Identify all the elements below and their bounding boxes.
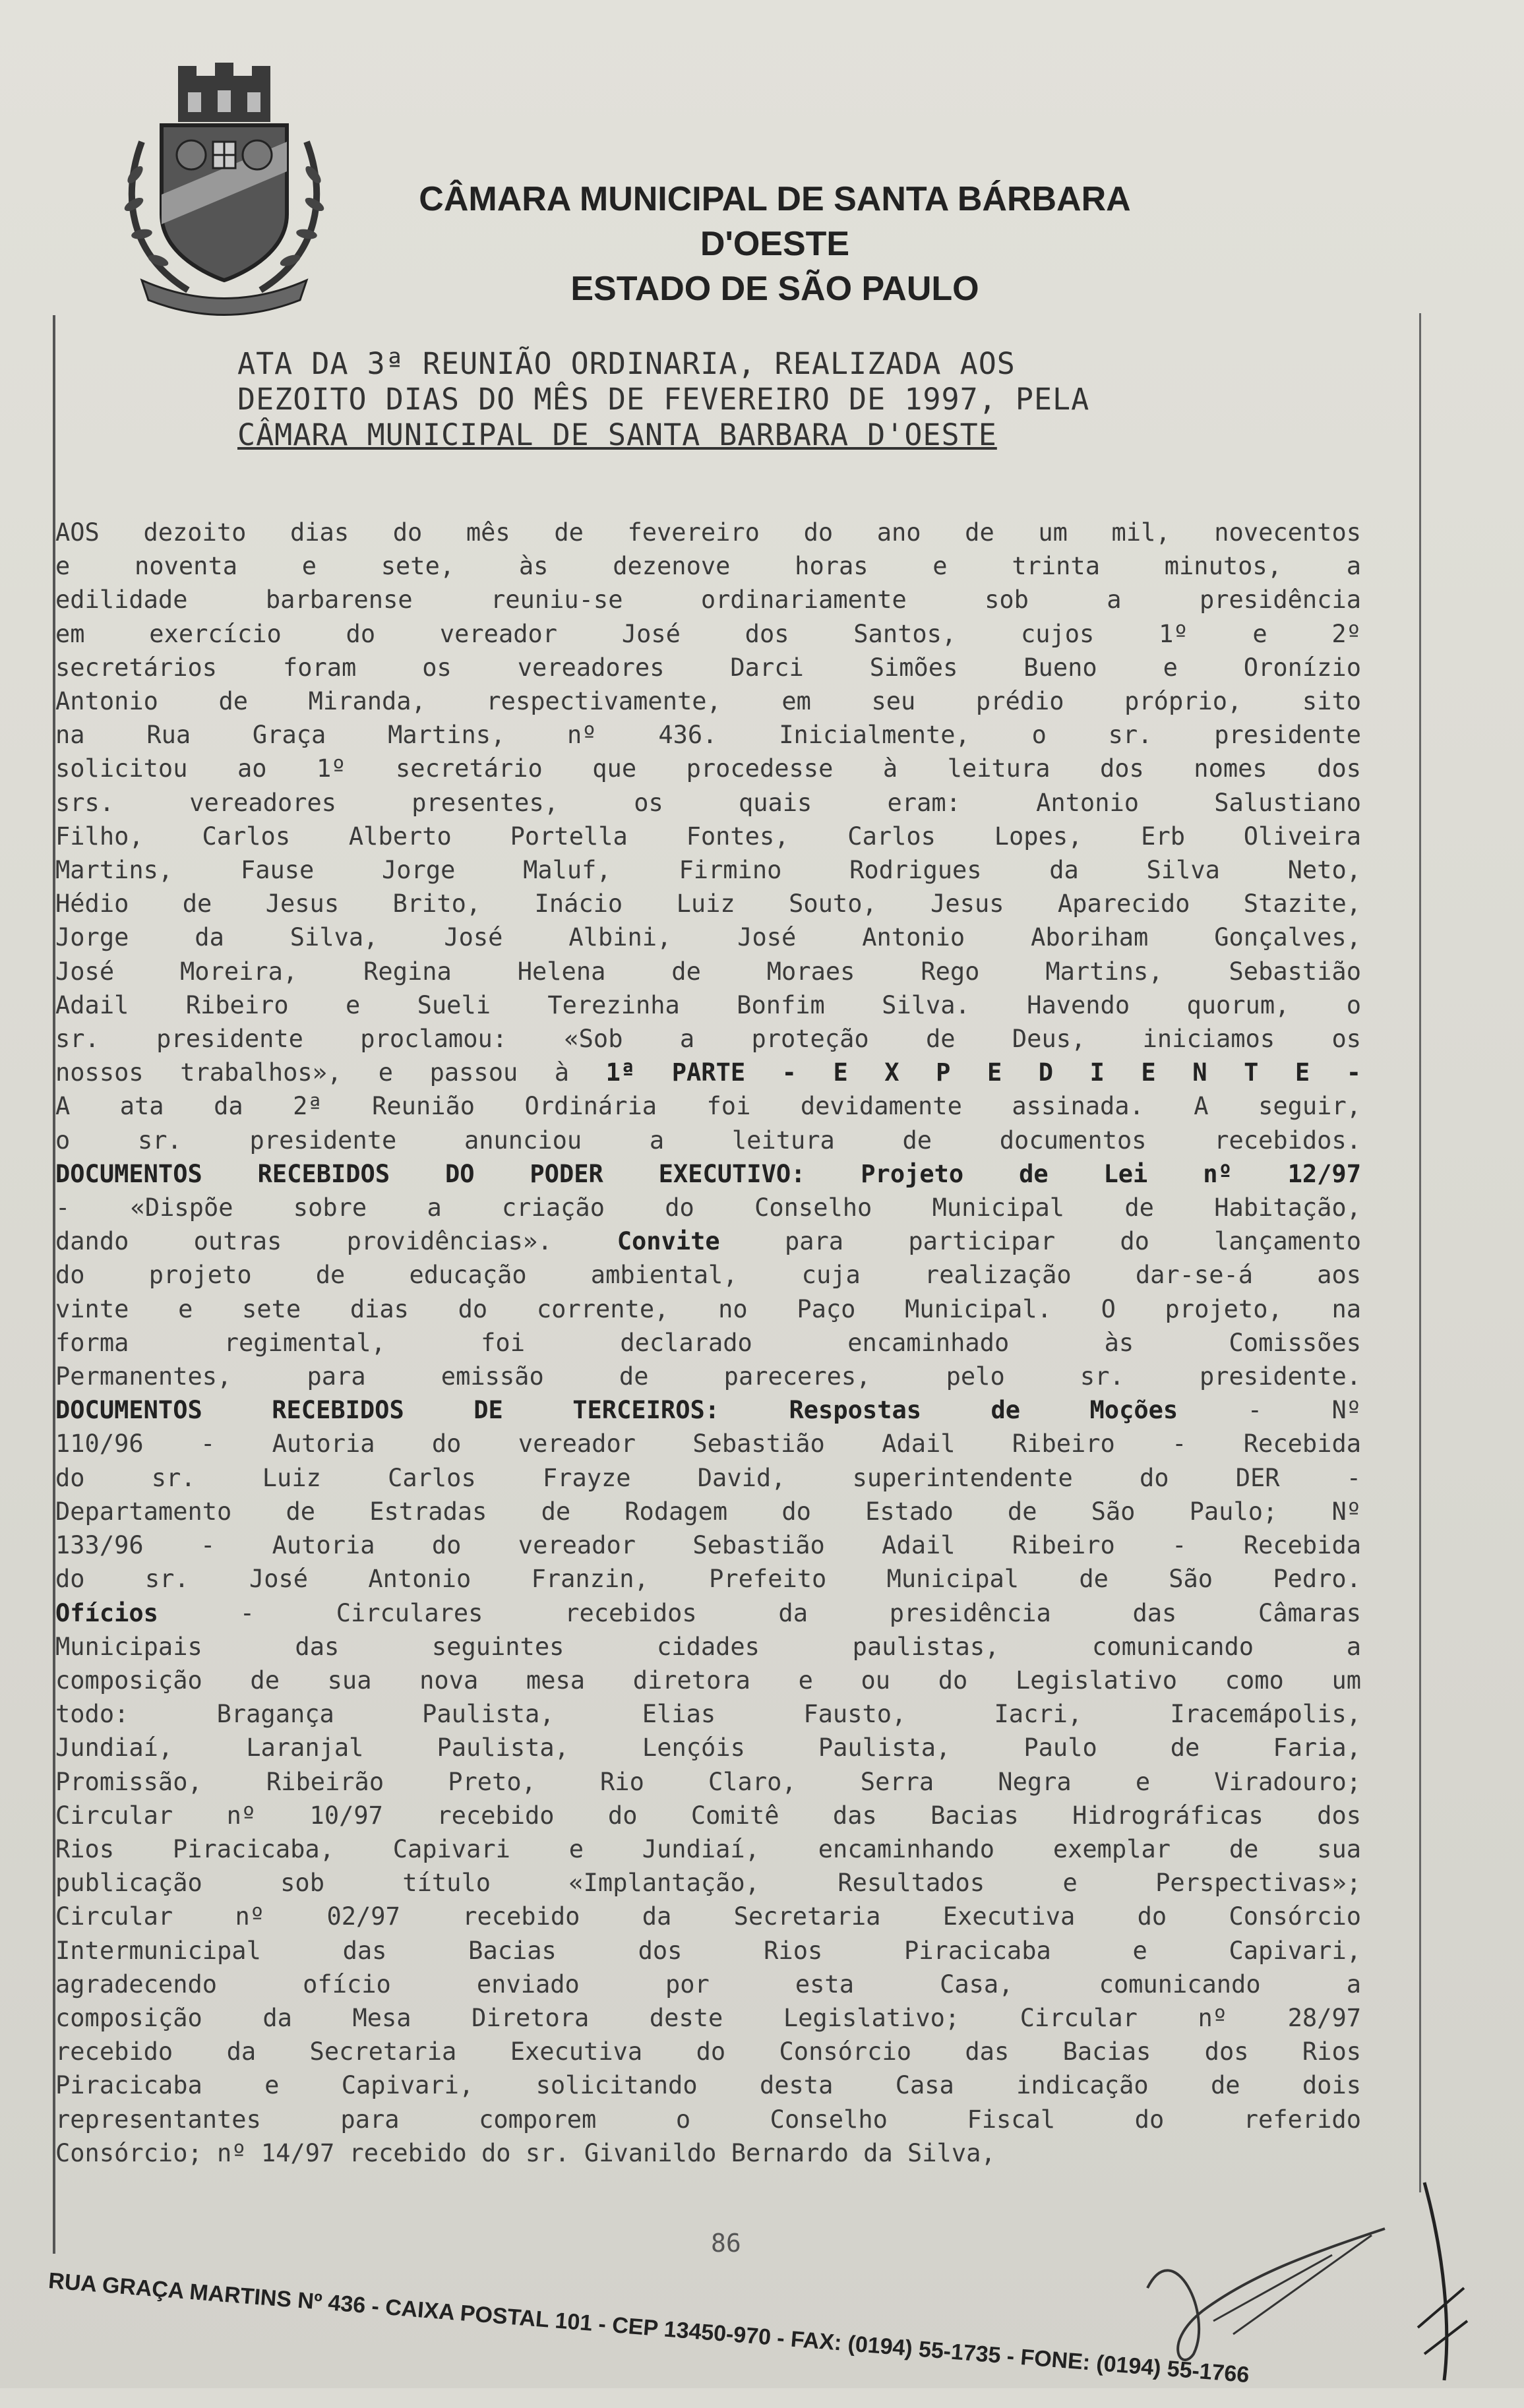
body-line: secretários foram os vereadores Darci Simões Bueno e Oronízio (55, 653, 1361, 682)
body-line (55, 1056, 1361, 1089)
body-line: Permanentes, para emissão de pareceres, pelo sr. presidente. (55, 1362, 1361, 1391)
chamber-name: CÂMARA MUNICIPAL DE SANTA BÁRBARA D'OESTE (419, 180, 1131, 263)
body-line (55, 1157, 1361, 1191)
body-line: Departamento de Estradas de Rodagem do Estado de São Paulo; Nº (55, 1497, 1361, 1526)
oficios-label: Ofícios (55, 1598, 158, 1627)
body-line: composição da Mesa Diretora deste Legislativo; Circular nº 28/97 (55, 2003, 1361, 2032)
body-line: forma regimental, foi declarado encaminhado às Comissões (55, 1328, 1361, 1357)
title-line-3: CÂMARA MUNICIPAL DE SANTA BARBARA D'OESTE (237, 417, 997, 452)
body-line: AOS dezoito dias do mês de fevereiro do ano de um mil, novecentos (55, 518, 1361, 547)
body-line: 133/96 - Autoria do vereador Sebastião Adail Ribeiro - Recebida (55, 1531, 1361, 1560)
body-line: Martins, Fause Jorge Maluf, Firmino Rodrigues da Silva Neto, (55, 856, 1361, 885)
body-line: Hédio de Jesus Brito, Inácio Luiz Souto, Jesus Aparecido Stazite, (55, 889, 1361, 918)
body-line: Filho, Carlos Alberto Portella Fontes, Carlos Lopes, Erb Oliveira (55, 822, 1361, 851)
body-line: Jundiaí, Laranjal Paulista, Lençóis Paulista, Paulo de Faria, (55, 1733, 1361, 1762)
body-line: José Moreira, Regina Helena de Moraes Rego Martins, Sebastião (55, 957, 1361, 986)
body-line: Rios Piracicaba, Capivari e Jundiaí, encaminhando exemplar de sua (55, 1834, 1361, 1863)
body-line: vinte e sete dias do corrente, no Paço Municipal. O projeto, na (55, 1294, 1361, 1323)
handwritten-signature-icon (1134, 2156, 1477, 2388)
body-line: Circular nº 02/97 recebido da Secretaria Executiva do Consórcio (55, 1902, 1361, 1931)
title-line-1: ATA DA 3ª REUNIÃO ORDINARIA, REALIZADA AOS (237, 346, 1016, 381)
body-line: representantes para comporem o Conselho Fiscal do referido (55, 2105, 1361, 2134)
body-line: composição de sua nova mesa diretora e ou do Legislativo como um (55, 1666, 1361, 1695)
body-line (55, 1596, 1361, 1630)
executive-docs-heading: DOCUMENTOS RECEBIDOS DO PODER EXECUTIVO: (55, 1159, 806, 1188)
letterhead (369, 177, 1180, 311)
right-margin-rule (1419, 313, 1421, 2192)
minutes-body (55, 516, 1361, 2170)
body-line: e noventa e sete, às dezenove horas e trinta minutos, a (55, 552, 1361, 581)
state-name: ESTADO DE SÃO PAULO (570, 270, 979, 308)
body-line: todo: Bragança Paulista, Elias Fausto, Iacri, Iracemápolis, (55, 1700, 1361, 1729)
body-line: Municipais das seguintes cidades paulistas, comunicando a (55, 1632, 1361, 1661)
body-line: em exercício do vereador José dos Santos, cujos 1º e 2º (55, 619, 1361, 648)
body-line: Antonio de Miranda, respectivamente, em seu prédio próprio, sito (55, 687, 1361, 716)
body-line: do projeto de educação ambiental, cuja realização dar-se-á aos (55, 1261, 1361, 1290)
title-line-2: DEZOITO DIAS DO MÊS DE FEVEREIRO DE 1997, PELA (237, 382, 1090, 417)
body-line-text: para participar do lançamento (784, 1227, 1361, 1256)
body-line: recebido da Secretaria Executiva do Consórcio das Bacias dos Rios (55, 2037, 1361, 2066)
bill-reference: Projeto de Lei nº 12/97 (861, 1159, 1361, 1188)
body-line: edilidade barbarense reuniu-se ordinariamente sob a presidência (55, 586, 1361, 615)
body-line-text: nossos trabalhos», e passou à (55, 1058, 570, 1087)
body-line: Jorge da Silva, José Albini, José Antonio Aboriham Gonçalves, (55, 923, 1361, 952)
body-line: Promissão, Ribeirão Preto, Rio Claro, Serra Negra e Viradouro; (55, 1767, 1361, 1796)
invite-label: Convite (617, 1227, 720, 1256)
body-line: srs. vereadores presentes, os quais eram: Antonio Salustiano (55, 788, 1361, 817)
expediente-heading: 1ª PARTE - E X P E D I E N T E - (605, 1058, 1361, 1087)
body-line: o sr. presidente anunciou a leitura de documentos recebidos. (55, 1126, 1361, 1155)
municipal-coat-of-arms-icon (115, 63, 333, 316)
address-footer: RUA GRAÇA MARTINS Nº 436 - CAIXA POSTAL 101 - CEP 13450-970 - FAX: (0194) 55-1735 - FONE: (0194) 55-1766 (47, 2268, 1250, 2388)
body-line: Piracicaba e Capivari, solicitando desta Casa indicação de dois (55, 2071, 1361, 2100)
body-line: A ata da 2ª Reunião Ordinária foi devidamente assinada. A seguir, (55, 1092, 1361, 1121)
body-line: agradecendo ofício enviado por esta Casa, comunicando a (55, 1970, 1361, 1999)
body-line: Intermunicipal das Bacias dos Rios Piracicaba e Capivari, (55, 1936, 1361, 1965)
third-party-docs-heading: DOCUMENTOS RECEBIDOS DE TERCEIROS: Respostas de Moções (55, 1396, 1178, 1425)
body-line: solicitou ao 1º secretário que procedesse à leitura dos nomes dos (55, 754, 1361, 783)
body-line: Consórcio; nº 14/97 recebido do sr. Givanildo Bernardo da Silva, (55, 2138, 996, 2167)
body-line: sr. presidente proclamou: «Sob a proteção de Deus, iniciamos os (55, 1025, 1361, 1054)
body-line-text: dando outras providências». (55, 1227, 553, 1256)
body-line: - «Dispõe sobre a criação do Conselho Municipal de Habitação, (55, 1193, 1361, 1222)
minutes-title (237, 346, 1174, 453)
body-line: do sr. José Antonio Franzin, Prefeito Municipal de São Pedro. (55, 1565, 1361, 1594)
body-line-text: - Nº (1247, 1396, 1362, 1425)
body-line-text: - Circulares recebidos da presidência das Câmaras (239, 1598, 1361, 1627)
body-line: publicação sob título «Implantação, Resultados e Perspectivas»; (55, 1869, 1361, 1898)
body-line: Adail Ribeiro e Sueli Terezinha Bonfim Silva. Havendo quorum, o (55, 990, 1361, 1019)
body-line: na Rua Graça Martins, nº 436. Inicialmente, o sr. presidente (55, 721, 1361, 750)
body-line (55, 1224, 1361, 1258)
body-line (55, 1393, 1361, 1427)
body-line: do sr. Luiz Carlos Frayze David, superintendente do DER - (55, 1463, 1361, 1492)
body-line: Circular nº 10/97 recebido do Comitê das Bacias Hidrográficas dos (55, 1801, 1361, 1830)
page-number: 86 (711, 2229, 741, 2258)
body-line: 110/96 - Autoria do vereador Sebastião Adail Ribeiro - Recebida (55, 1430, 1361, 1459)
